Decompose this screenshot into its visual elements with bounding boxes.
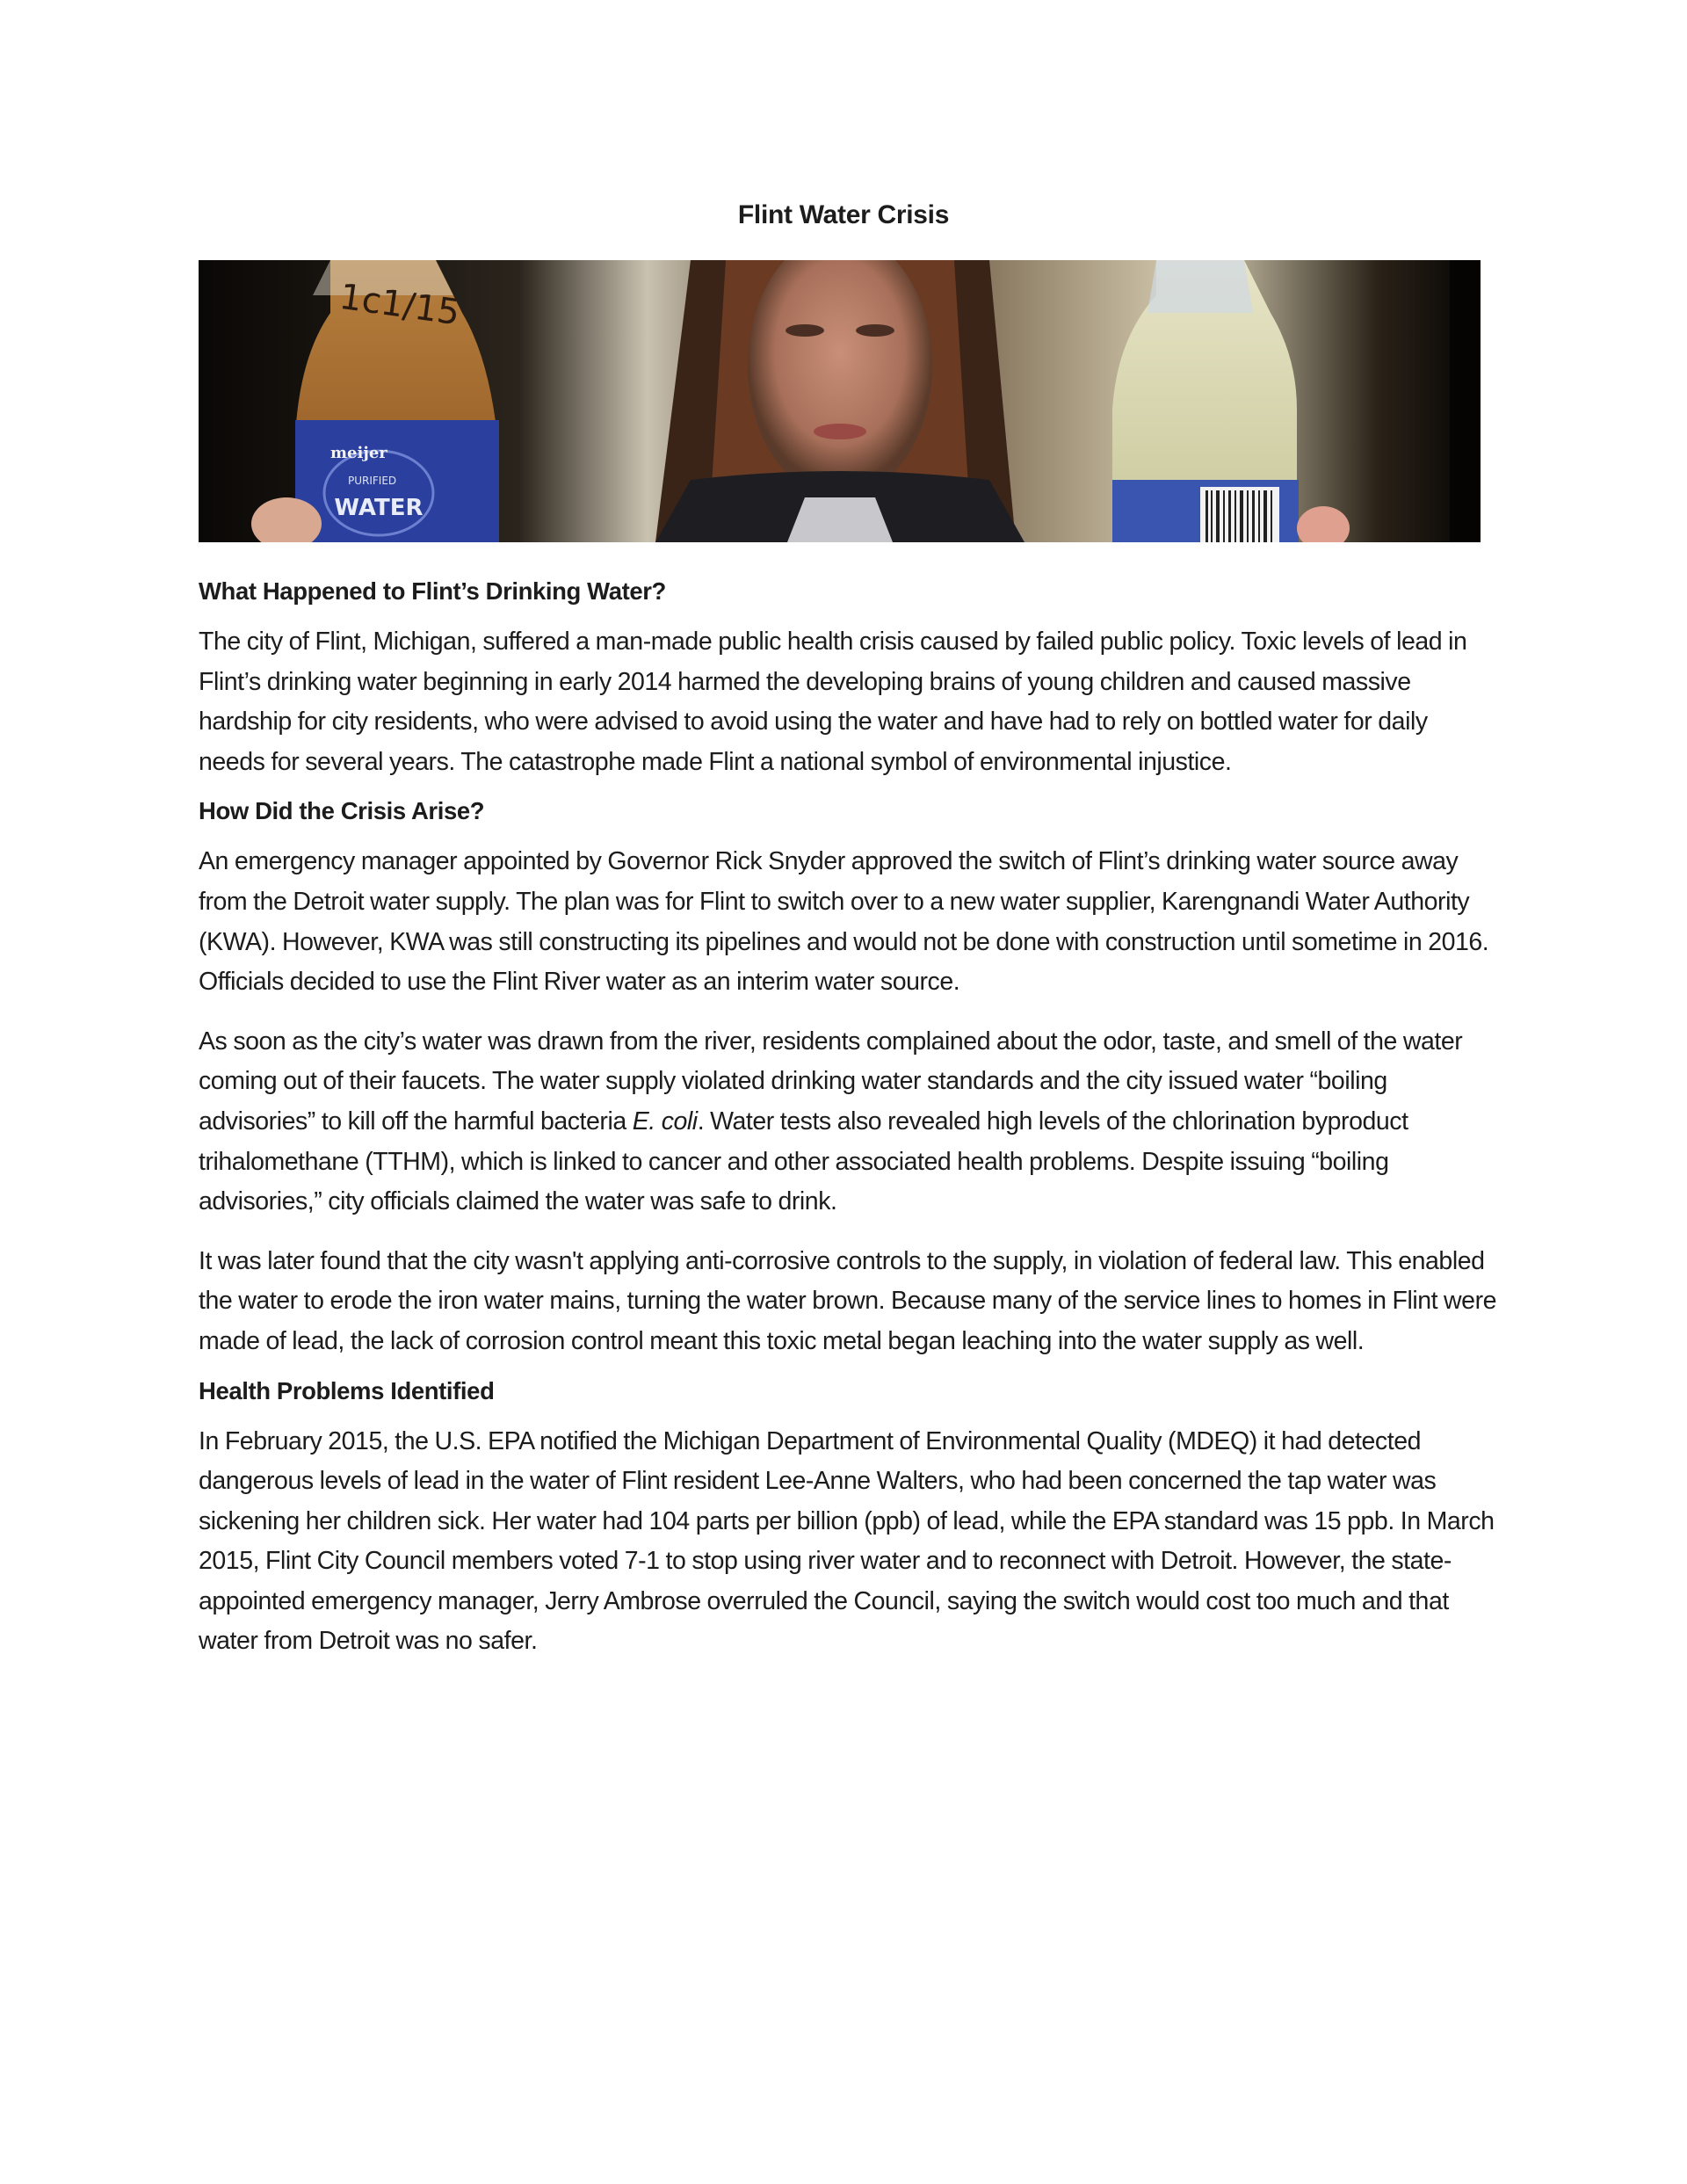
svg-text:WATER: WATER <box>334 495 424 521</box>
paragraph: An emergency manager appointed by Governor Rick Snyder approved the switch of Flint’s drinking water source away from the Detroit water supply. The plan was for Flint to switch over to a new water supplier, Karengnandi Water Authority (KWA). However, KWA was still constructing its pipelines and would not be done with construction until sometime in 2016. Officials decided to use the Flint River water as an interim water source. <box>199 847 1489 997</box>
hero-photo <box>199 260 1481 542</box>
section-heading: How Did the Crisis Arise? <box>199 797 485 825</box>
paragraph: In February 2015, the U.S. EPA notified the Michigan Department of Environmental Quality (MDEQ) it had detected dangerous levels of lead in the water of Flint resident Lee-Anne Walters, who had been concerned the tap water was sickening her children sick. Her water had 104 parts per billion (ppb) of lead, while the EPA standard was 15 ppb. In March 2015, Flint City Council members voted 7-1 to stop using river water and to reconnect with Detroit. However, the state-appointed emergency manager, Jerry Ambrose overruled the Council, saying the switch would cost too much and that water from Detroit was no safer. <box>199 1426 1495 1656</box>
svg-text:meijer: meijer <box>330 444 387 462</box>
paragraph-text: As soon as the city’s water was drawn from the river, residents complained about the odor, taste, and smell of the water coming out of their faucets. The water supply violated drinking water standards and the city issued water “boiling advisories” to kill off the harmful bacteria <box>199 1027 1463 1136</box>
paragraph-text: . Water tests also revealed high levels of the chlorination byproduct trihalomethane (TTHM), which is linked to cancer and other associated health problems. Despite issuing “boiling advisories,” city officials claimed the water was safe to drink. <box>199 1107 1408 1216</box>
paragraph: The city of Flint, Michigan, suffered a man-made public health crisis caused by failed public policy. Toxic levels of lead in Flint’s drinking water beginning in early 2014 harmed the developing brains of young children and caused massive hardship for city residents, who were advised to avoid using the water and have had to rely on bottled water for daily needs for several years. The catastrophe made Flint a national symbol of environmental injustice. <box>199 628 1467 776</box>
paragraph: It was later found that the city wasn't applying anti-corrosive controls to the supply, in violation of federal law. This enabled the water to erode the iron water mains, turning the water brown. Because many of the service lines to homes in Flint were made of lead, the lack of corrosion control meant this toxic metal began leaching into the water supply as well. <box>199 1246 1497 1355</box>
section-heading: What Happened to Flint’s Drinking Water? <box>199 577 666 605</box>
paragraph <box>199 1022 1499 1223</box>
document-title: Flint Water Crisis <box>737 200 950 229</box>
section-what-happened <box>199 571 1499 782</box>
water-bottles-photo-icon <box>199 260 1481 542</box>
section-how-crisis-arose <box>199 791 1499 1361</box>
svg-text:1c1/15: 1c1/15 <box>337 276 462 334</box>
section-heading: Health Problems Identified <box>199 1376 495 1404</box>
document-body <box>199 562 1499 1662</box>
svg-text:PURIFIED: PURIFIED <box>348 475 397 487</box>
section-health-problems <box>199 1371 1499 1663</box>
italic-term: E. coli <box>632 1107 698 1136</box>
